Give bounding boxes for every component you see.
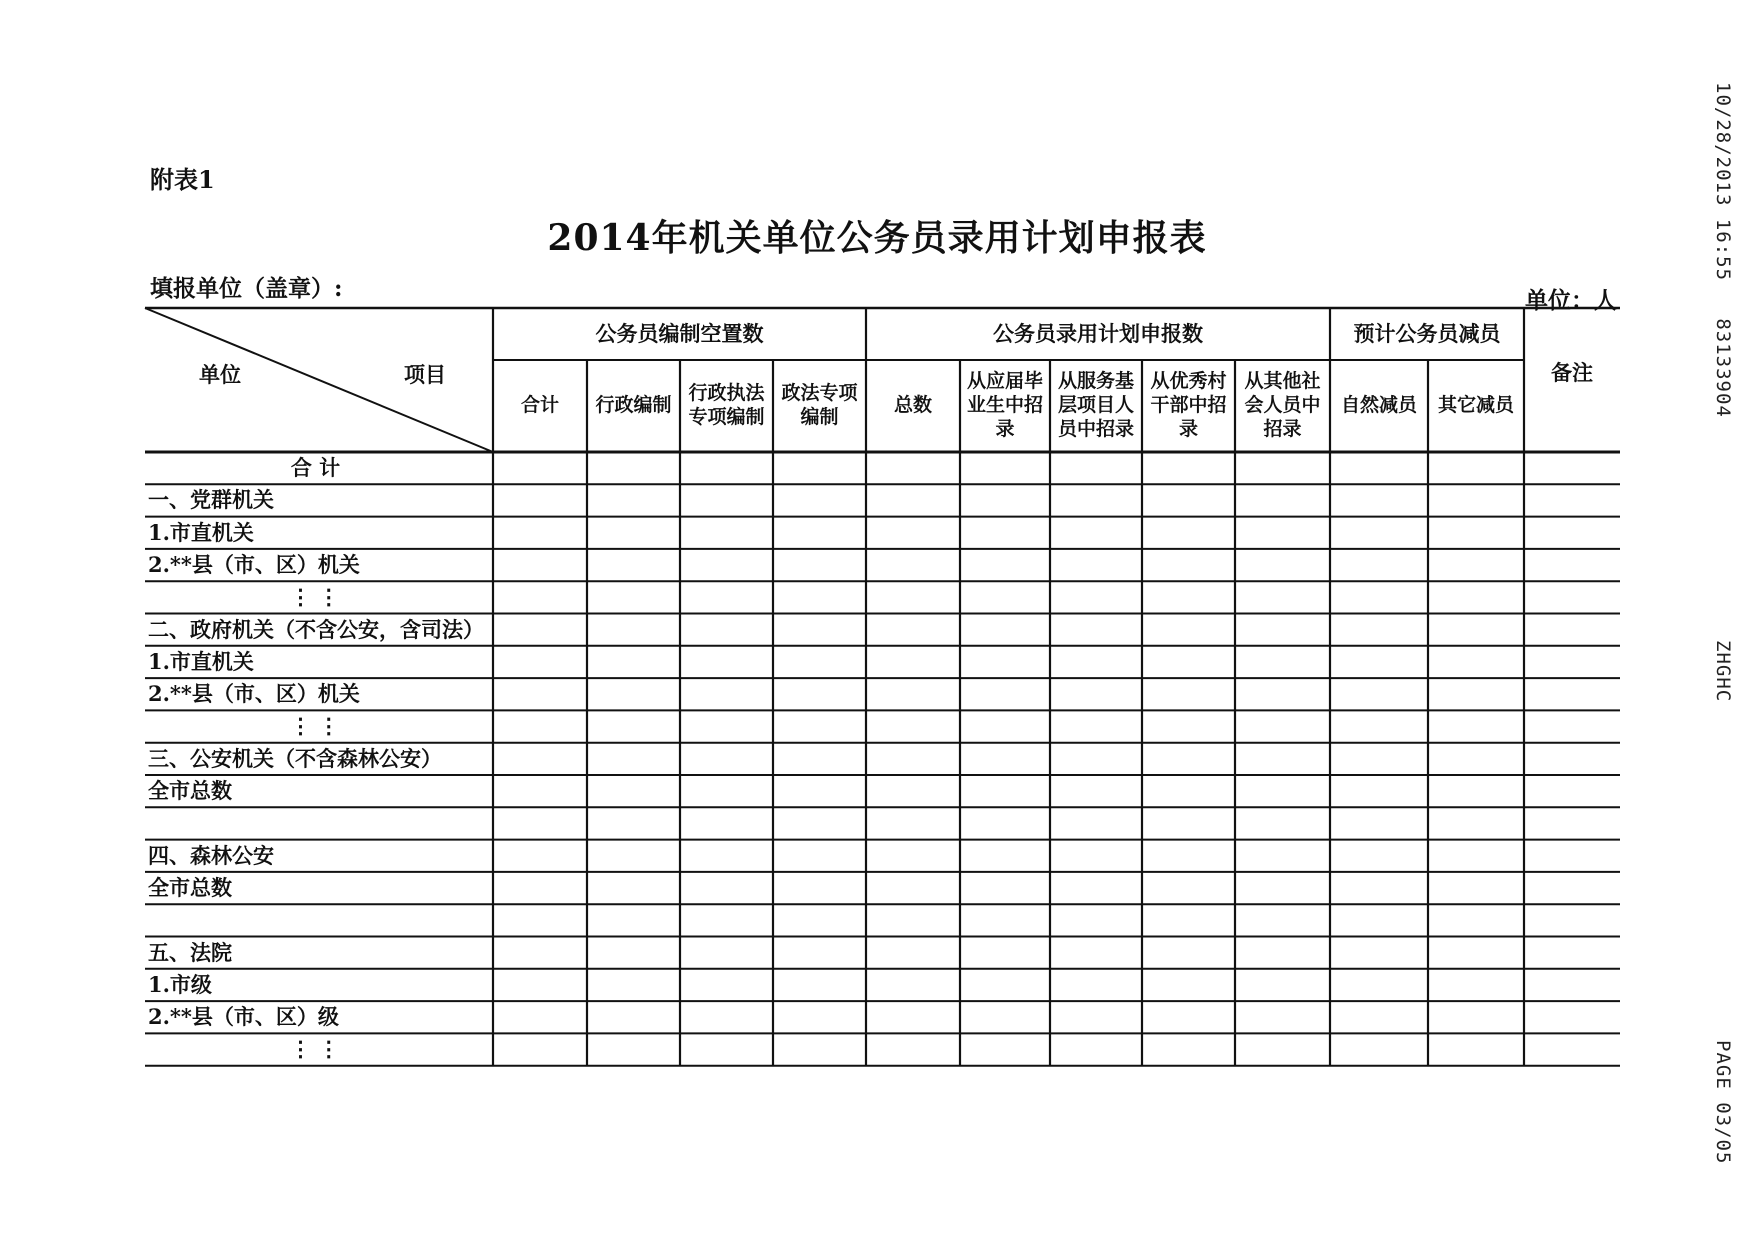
row-label: 1.市直机关	[148, 648, 254, 674]
row-label: ⋮ ⋮	[290, 584, 340, 610]
row-label: ⋮ ⋮	[290, 1036, 340, 1062]
column-header: 政法专项编制	[781, 382, 858, 428]
fax-code: ZHGHC	[1712, 640, 1734, 703]
appendix-label: 附表1	[150, 165, 215, 194]
row-label: 全市总数	[148, 874, 232, 900]
row-label: 全市总数	[148, 778, 232, 803]
fax-number: 83133904	[1712, 318, 1734, 418]
column-header: 从优秀村干部中招录	[1150, 370, 1227, 440]
group-header: 公务员录用计划申报数	[993, 320, 1203, 346]
row-label: 三、公安机关（不含森林公安）	[148, 745, 442, 771]
row-label: ⋮ ⋮	[290, 713, 340, 739]
page-title: 2014年机关单位公务员录用计划申报表	[547, 217, 1207, 259]
column-header: 行政执法专项编制	[688, 382, 765, 428]
row-label: 2.**县（市、区）级	[148, 1004, 339, 1030]
row-label: 一、党群机关	[148, 487, 274, 513]
reporting-unit-label: 填报单位（盖章）:	[150, 275, 343, 302]
row-label: 五、法院	[148, 939, 232, 965]
row-label: 2.**县（市、区）机关	[148, 551, 360, 577]
column-header: 总数	[893, 394, 932, 417]
column-header: 其它减员	[1437, 394, 1514, 417]
column-header: 行政编制	[595, 394, 672, 417]
corner-label-unit: 单位	[199, 361, 241, 387]
unit-label: 单位：人	[1525, 287, 1617, 314]
row-label: 合 计	[290, 455, 341, 480]
group-header: 备注	[1551, 359, 1593, 385]
group-header: 公务员编制空置数	[595, 320, 764, 346]
column-header: 从其他社会人员中招录	[1244, 370, 1321, 440]
row-label: 1.市直机关	[148, 519, 254, 545]
fax-datetime: 10/28/2013 16:55	[1712, 82, 1734, 282]
column-header: 自然减员	[1340, 394, 1417, 417]
row-label: 四、森林公安	[148, 842, 274, 868]
column-header: 合计	[520, 394, 559, 417]
column-header: 从应届毕业生中招录	[966, 370, 1043, 440]
column-header: 从服务基层项目人员中招录	[1057, 370, 1134, 440]
corner-label-item: 项目	[404, 361, 446, 387]
row-label: 2.**县（市、区）机关	[148, 681, 360, 707]
group-header: 预计公务员减员	[1353, 320, 1501, 346]
fax-page: PAGE 03/05	[1712, 1040, 1734, 1165]
row-label: 二、政府机关（不含公安，含司法）	[148, 616, 484, 642]
row-label: 1.市级	[148, 971, 212, 997]
